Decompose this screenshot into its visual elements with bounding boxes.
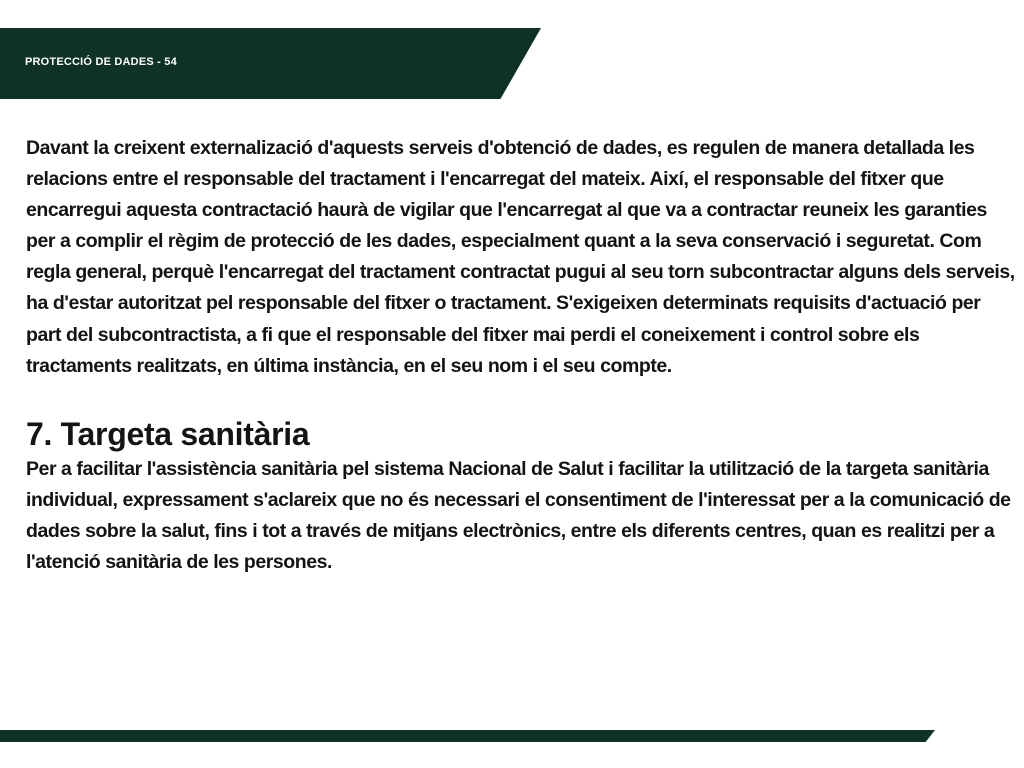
footer-band xyxy=(0,730,935,742)
slide-content xyxy=(26,133,1016,578)
slide-title: PROTECCIÓ DE DADES - 54 xyxy=(25,56,177,68)
paragraph-outsourcing: Davant la creixent externalizació d'aquests serveis d'obtenció de dades, es regulen de manera detallada les relacions entre el responsable del tractament i l'encarregat del mateix. Així, el responsable del fitxer que encarregui aquesta contractació haurà de vigilar que l'encarregat al que va a contractar reuneix les garanties per a complir el règim de protecció de les dades, especialment quant a la seva conservació i seguretat. Com regla general, perquè l'encarregat del tractament contractat pugui al seu torn subcontractar alguns dels serveis, ha d'estar autoritzat pel responsable del fitxer o tractament. S'exigeixen determinats requisits d'actuació per part del subcontractista, a fi que el responsable del fitxer mai perdi el coneixement i control sobre els tractaments realitzats, en última instància, en el seu nom i el seu compte. xyxy=(26,137,1015,377)
paragraph-health-card: Per a facilitar l'assistència sanitària pel sistema Nacional de Salut i facilitar la utilització de la targeta sanitària individual, expressament s'aclareix que no és necessari el consentiment de l'interessat per a la comunicació de dades sobre la salut, fins i tot a través de mitjans electrònics, entre els diferents centres, quan es realitzi per a l'atenció sanitària de les persones. xyxy=(26,457,1011,574)
section-heading: 7. Targeta sanitària xyxy=(26,415,310,452)
